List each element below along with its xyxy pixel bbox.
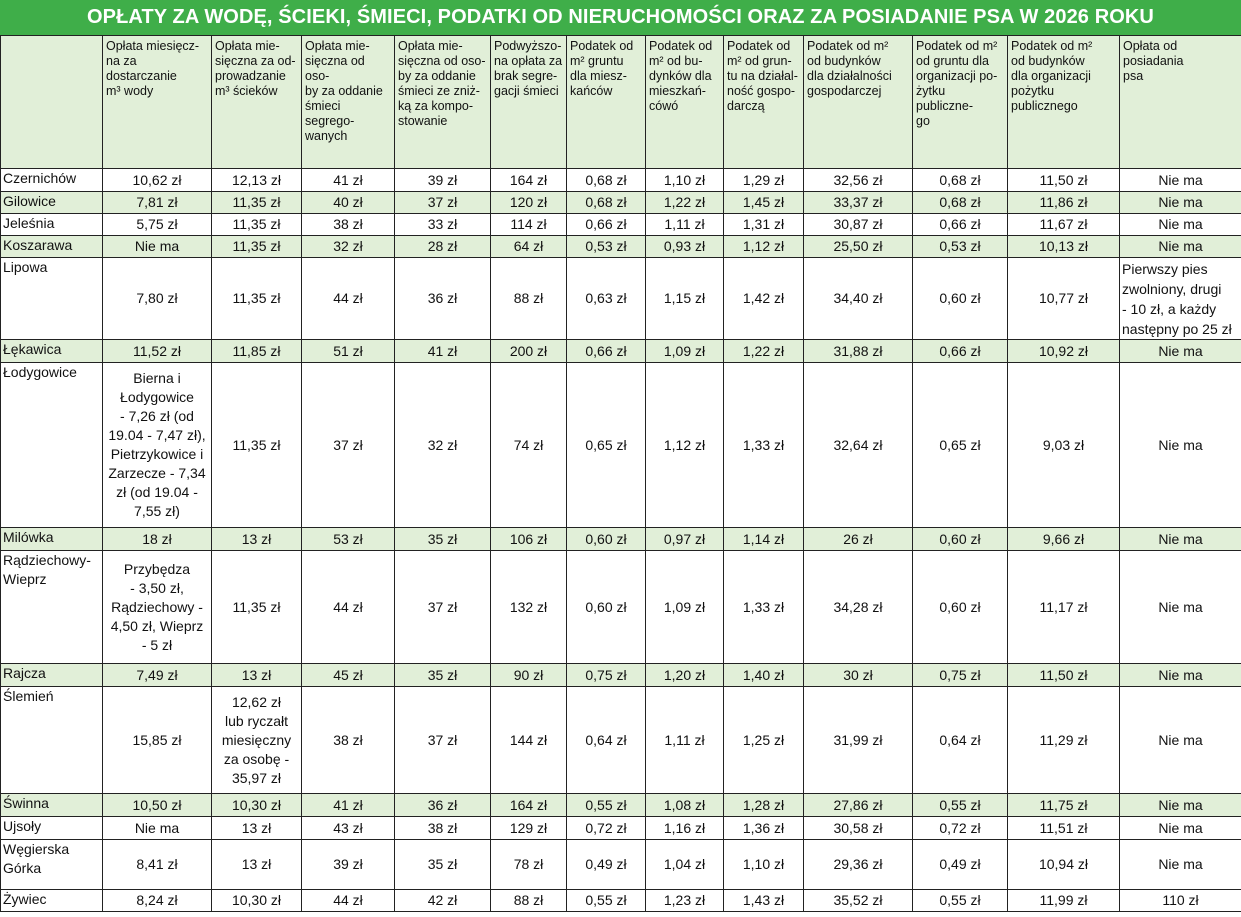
table-cell: 1,31 zł bbox=[724, 214, 804, 236]
municipality-name-cell: Lipowa bbox=[1, 258, 103, 340]
table-cell: 30 zł bbox=[804, 664, 913, 687]
table-cell: 11,35 zł bbox=[212, 258, 302, 340]
table-cell: 0,49 zł bbox=[567, 840, 646, 890]
table-cell: 0,60 zł bbox=[913, 551, 1008, 664]
table-cell: 1,25 zł bbox=[724, 687, 804, 794]
table-cell: 44 zł bbox=[302, 551, 395, 664]
table-cell: 53 zł bbox=[302, 528, 395, 551]
table-cell: 10,13 zł bbox=[1008, 236, 1120, 258]
table-cell: 35 zł bbox=[395, 664, 491, 687]
table-row bbox=[1, 363, 1241, 528]
table-cell: Nie ma bbox=[1120, 528, 1241, 551]
table-cell: 1,29 zł bbox=[724, 169, 804, 192]
table-cell: 11,75 zł bbox=[1008, 794, 1120, 817]
table-cell: 29,36 zł bbox=[804, 840, 913, 890]
table-cell: 8,24 zł bbox=[103, 890, 212, 912]
header-cell-land-tax-public-benefit: Podatek od m² od gruntu dla organizacji po- żytku publiczne- go bbox=[913, 36, 1008, 169]
header-cell-building-tax-residents: Podatek od m² od bu- dynków dla mieszkań- cówó bbox=[646, 36, 724, 169]
table-row bbox=[1, 664, 1241, 687]
table-cell: 44 zł bbox=[302, 890, 395, 912]
table-cell: 74 zł bbox=[491, 363, 567, 528]
table-cell: 0,66 zł bbox=[913, 340, 1008, 363]
table-cell: 32,56 zł bbox=[804, 169, 913, 192]
table-cell: Nie ma bbox=[103, 817, 212, 840]
table-cell: 0,68 zł bbox=[567, 169, 646, 192]
table-cell: 120 zł bbox=[491, 192, 567, 214]
municipality-name-cell: Rądziechowy- Wieprz bbox=[1, 551, 103, 664]
table-cell: 15,85 zł bbox=[103, 687, 212, 794]
table-cell: 5,75 zł bbox=[103, 214, 212, 236]
table-cell: 13 zł bbox=[212, 840, 302, 890]
table-cell: 114 zł bbox=[491, 214, 567, 236]
header-cell-building-tax-business: Podatek od m² od budynków dla działalności gospodarczej bbox=[804, 36, 913, 169]
table-row bbox=[1, 192, 1241, 214]
table-cell: Nie ma bbox=[1120, 840, 1241, 890]
table-cell: 1,40 zł bbox=[724, 664, 804, 687]
table-cell: 1,23 zł bbox=[646, 890, 724, 912]
table-cell: 13 zł bbox=[212, 664, 302, 687]
table-cell: 32 zł bbox=[395, 363, 491, 528]
table-cell: 0,66 zł bbox=[567, 340, 646, 363]
table-row bbox=[1, 258, 1241, 340]
table-cell: 43 zł bbox=[302, 817, 395, 840]
table-cell: 0,68 zł bbox=[567, 192, 646, 214]
table-cell: 11,29 zł bbox=[1008, 687, 1120, 794]
municipality-name-cell: Ślemień bbox=[1, 687, 103, 794]
table-cell: 11,35 zł bbox=[212, 192, 302, 214]
table-cell: 32 zł bbox=[302, 236, 395, 258]
table-cell: 11,35 zł bbox=[212, 363, 302, 528]
table-cell: 64 zł bbox=[491, 236, 567, 258]
table-cell: 38 zł bbox=[395, 817, 491, 840]
table-cell: 35,52 zł bbox=[804, 890, 913, 912]
table-cell: 1,11 zł bbox=[646, 214, 724, 236]
municipality-name-cell: Ujsoły bbox=[1, 817, 103, 840]
header-row bbox=[1, 36, 1241, 169]
table-cell: 0,68 zł bbox=[913, 192, 1008, 214]
table-cell: 1,28 zł bbox=[724, 794, 804, 817]
table-cell: 106 zł bbox=[491, 528, 567, 551]
table-cell: 41 zł bbox=[395, 340, 491, 363]
table-cell: 1,22 zł bbox=[646, 192, 724, 214]
table-cell: 10,30 zł bbox=[212, 794, 302, 817]
municipality-name-cell: Węgierska Górka bbox=[1, 840, 103, 890]
municipality-name-cell: Łękawica bbox=[1, 340, 103, 363]
table-cell: 36 zł bbox=[395, 258, 491, 340]
table-cell: 11,35 zł bbox=[212, 551, 302, 664]
table-cell: 35 zł bbox=[395, 528, 491, 551]
table-cell: 0,53 zł bbox=[913, 236, 1008, 258]
table-row bbox=[1, 169, 1241, 192]
table-cell: 25,50 zł bbox=[804, 236, 913, 258]
table-row bbox=[1, 687, 1241, 794]
municipality-name-cell: Żywiec bbox=[1, 890, 103, 912]
table-cell: 1,42 zł bbox=[724, 258, 804, 340]
table-cell: 45 zł bbox=[302, 664, 395, 687]
table-cell: 12,13 zł bbox=[212, 169, 302, 192]
table-cell: 0,72 zł bbox=[913, 817, 1008, 840]
header-cell-waste-no-segregation: Podwyższo- na opłata za brak segre- gacji śmieci bbox=[491, 36, 567, 169]
table-row bbox=[1, 236, 1241, 258]
table-cell: 88 zł bbox=[491, 258, 567, 340]
table-cell: 38 zł bbox=[302, 687, 395, 794]
table-cell: 1,22 zł bbox=[724, 340, 804, 363]
municipality-name-cell: Milówka bbox=[1, 528, 103, 551]
municipality-name-cell: Gilowice bbox=[1, 192, 103, 214]
table-cell: 1,09 zł bbox=[646, 340, 724, 363]
table-cell: 1,11 zł bbox=[646, 687, 724, 794]
table-cell: Nie ma bbox=[1120, 192, 1241, 214]
table-cell: 0,53 zł bbox=[567, 236, 646, 258]
table-cell: 40 zł bbox=[302, 192, 395, 214]
table-row bbox=[1, 794, 1241, 817]
table-cell: 1,08 zł bbox=[646, 794, 724, 817]
table-row bbox=[1, 890, 1241, 912]
table-cell: 0,65 zł bbox=[913, 363, 1008, 528]
table-cell: 1,14 zł bbox=[724, 528, 804, 551]
table-cell: 90 zł bbox=[491, 664, 567, 687]
table-row bbox=[1, 817, 1241, 840]
header-cell-water-fee: Opłata miesięcz- na za dostarczanie m³ wody bbox=[103, 36, 212, 169]
table-cell: 30,87 zł bbox=[804, 214, 913, 236]
table-cell: 132 zł bbox=[491, 551, 567, 664]
table-row bbox=[1, 528, 1241, 551]
table-cell: 11,50 zł bbox=[1008, 169, 1120, 192]
table-cell: 0,64 zł bbox=[913, 687, 1008, 794]
table-cell: 13 zł bbox=[212, 528, 302, 551]
table-cell: Nie ma bbox=[1120, 363, 1241, 528]
table-cell: 7,49 zł bbox=[103, 664, 212, 687]
fees-table bbox=[0, 35, 1241, 912]
table-cell: 13 zł bbox=[212, 817, 302, 840]
table-row bbox=[1, 214, 1241, 236]
table-cell: Nie ma bbox=[1120, 794, 1241, 817]
table-cell: 10,62 zł bbox=[103, 169, 212, 192]
table-cell: 110 zł bbox=[1120, 890, 1241, 912]
table-cell: 10,77 zł bbox=[1008, 258, 1120, 340]
table-cell: 31,99 zł bbox=[804, 687, 913, 794]
header-cell-building-tax-public-benefit: Podatek od m² od budynków dla organizacji pożytku publicznego bbox=[1008, 36, 1120, 169]
table-cell: 0,55 zł bbox=[913, 890, 1008, 912]
table-cell: 1,33 zł bbox=[724, 363, 804, 528]
table-cell: 0,75 zł bbox=[567, 664, 646, 687]
header-cell-waste-segregated: Opłata mie- sięczna od oso- by za oddanie śmieci segrego- wanych bbox=[302, 36, 395, 169]
table-cell: Nie ma bbox=[1120, 340, 1241, 363]
table-cell: 11,85 zł bbox=[212, 340, 302, 363]
table-cell: 88 zł bbox=[491, 890, 567, 912]
table-cell: 0,64 zł bbox=[567, 687, 646, 794]
table-cell: 0,60 zł bbox=[913, 258, 1008, 340]
table-cell: 10,92 zł bbox=[1008, 340, 1120, 363]
table-cell: 8,41 zł bbox=[103, 840, 212, 890]
table-cell: 10,30 zł bbox=[212, 890, 302, 912]
municipality-name-cell: Jeleśnia bbox=[1, 214, 103, 236]
table-cell: 11,51 zł bbox=[1008, 817, 1120, 840]
header-cell-dog-fee: Opłata od posiadania psa bbox=[1120, 36, 1241, 169]
table-cell: 39 zł bbox=[395, 169, 491, 192]
table-cell: 26 zł bbox=[804, 528, 913, 551]
table-cell: 37 zł bbox=[395, 551, 491, 664]
table-cell: 18 zł bbox=[103, 528, 212, 551]
table-cell: 1,12 zł bbox=[646, 363, 724, 528]
table-row bbox=[1, 840, 1241, 890]
table-cell: 28 zł bbox=[395, 236, 491, 258]
table-cell: 11,35 zł bbox=[212, 214, 302, 236]
table-cell: 44 zł bbox=[302, 258, 395, 340]
table-cell: Przybędza - 3,50 zł, Rądziechowy - 4,50 zł, Wieprz - 5 zł bbox=[103, 551, 212, 664]
table-cell: 1,16 zł bbox=[646, 817, 724, 840]
table-cell: 0,93 zł bbox=[646, 236, 724, 258]
municipality-name-cell: Koszarawa bbox=[1, 236, 103, 258]
header-cell-sewage-fee: Opłata mie- sięczna za od- prowadzanie m³ ścieków bbox=[212, 36, 302, 169]
table-cell: 31,88 zł bbox=[804, 340, 913, 363]
table-cell: 11,35 zł bbox=[212, 236, 302, 258]
table-cell: 0,68 zł bbox=[913, 169, 1008, 192]
table-cell: 1,43 zł bbox=[724, 890, 804, 912]
table-cell: Nie ma bbox=[1120, 664, 1241, 687]
table-cell: 1,04 zł bbox=[646, 840, 724, 890]
table-cell: Bierna i Łodygowice - 7,26 zł (od 19.04 - 7,47 zł), Pietrzykowice i Zarzecze - 7,34 zł (od 19.04 - 7,55 zł) bbox=[103, 363, 212, 528]
table-cell: 32,64 zł bbox=[804, 363, 913, 528]
table-cell: 38 zł bbox=[302, 214, 395, 236]
table-cell: 0,55 zł bbox=[913, 794, 1008, 817]
table-cell: 0,65 zł bbox=[567, 363, 646, 528]
table-cell: 9,66 zł bbox=[1008, 528, 1120, 551]
table-cell: 11,67 zł bbox=[1008, 214, 1120, 236]
table-cell: 0,66 zł bbox=[913, 214, 1008, 236]
table-cell: 1,12 zł bbox=[724, 236, 804, 258]
table-cell: Pierwszy pies zwolniony, drugi - 10 zł, a każdy następny po 25 zł bbox=[1120, 258, 1241, 340]
table-cell: 30,58 zł bbox=[804, 817, 913, 840]
table-cell: 27,86 zł bbox=[804, 794, 913, 817]
table-cell: 9,03 zł bbox=[1008, 363, 1120, 528]
table-cell: 11,99 zł bbox=[1008, 890, 1120, 912]
table-cell: 35 zł bbox=[395, 840, 491, 890]
table-cell: 10,50 zł bbox=[103, 794, 212, 817]
table-cell: 39 zł bbox=[302, 840, 395, 890]
table-cell: 78 zł bbox=[491, 840, 567, 890]
table-cell: 0,75 zł bbox=[913, 664, 1008, 687]
table-cell: 11,52 zł bbox=[103, 340, 212, 363]
table-cell: 200 zł bbox=[491, 340, 567, 363]
table-cell: 1,45 zł bbox=[724, 192, 804, 214]
table-cell: 0,72 zł bbox=[567, 817, 646, 840]
table-cell: 1,10 zł bbox=[646, 169, 724, 192]
table-cell: Nie ma bbox=[1120, 551, 1241, 664]
table-cell: 1,20 zł bbox=[646, 664, 724, 687]
table-cell: 11,86 zł bbox=[1008, 192, 1120, 214]
table-cell: Nie ma bbox=[1120, 214, 1241, 236]
table-cell: 144 zł bbox=[491, 687, 567, 794]
table-cell: 164 zł bbox=[491, 794, 567, 817]
municipality-name-cell: Rajcza bbox=[1, 664, 103, 687]
table-cell: 33 zł bbox=[395, 214, 491, 236]
municipality-name-cell: Świnna bbox=[1, 794, 103, 817]
table-cell: 164 zł bbox=[491, 169, 567, 192]
table-cell: 1,36 zł bbox=[724, 817, 804, 840]
table-cell: 37 zł bbox=[395, 192, 491, 214]
table-cell: 0,60 zł bbox=[567, 551, 646, 664]
table-cell: 41 zł bbox=[302, 794, 395, 817]
table-cell: Nie ma bbox=[103, 236, 212, 258]
table-cell: 1,10 zł bbox=[724, 840, 804, 890]
table-row bbox=[1, 340, 1241, 363]
table-cell: 11,17 zł bbox=[1008, 551, 1120, 664]
table-cell: 34,28 zł bbox=[804, 551, 913, 664]
table-cell: 37 zł bbox=[395, 687, 491, 794]
table-cell: 36 zł bbox=[395, 794, 491, 817]
header-cell-waste-compost: Opłata mie- sięczna od oso- by za oddanie śmieci ze zniż- ką za kompo- stowanie bbox=[395, 36, 491, 169]
table-cell: 51 zł bbox=[302, 340, 395, 363]
table-cell: 1,15 zł bbox=[646, 258, 724, 340]
header-cell-land-tax-residents: Podatek od m² gruntu dla miesz- kańców bbox=[567, 36, 646, 169]
table-cell: 10,94 zł bbox=[1008, 840, 1120, 890]
table-cell: 0,97 zł bbox=[646, 528, 724, 551]
table-cell: 33,37 zł bbox=[804, 192, 913, 214]
table-row bbox=[1, 551, 1241, 664]
table-title: OPŁATY ZA WODĘ, ŚCIEKI, ŚMIECI, PODATKI OD NIERUCHOMOŚCI ORAZ ZA POSIADANIE PSA W 2026 ROKU bbox=[0, 0, 1241, 35]
table-cell: 7,80 zł bbox=[103, 258, 212, 340]
table-cell: 0,60 zł bbox=[913, 528, 1008, 551]
table-cell: 37 zł bbox=[302, 363, 395, 528]
table-cell: 34,40 zł bbox=[804, 258, 913, 340]
table-cell: 1,33 zł bbox=[724, 551, 804, 664]
table-cell: 7,81 zł bbox=[103, 192, 212, 214]
table-cell: 11,50 zł bbox=[1008, 664, 1120, 687]
table-cell: 0,63 zł bbox=[567, 258, 646, 340]
header-cell-land-tax-business: Podatek od m² od grun- tu na działal- ność gospo- darczą bbox=[724, 36, 804, 169]
table-cell: 0,60 zł bbox=[567, 528, 646, 551]
table-cell: 0,55 zł bbox=[567, 890, 646, 912]
table-cell: 129 zł bbox=[491, 817, 567, 840]
header-cell-municipality bbox=[1, 36, 103, 169]
table-cell: Nie ma bbox=[1120, 236, 1241, 258]
table-cell: Nie ma bbox=[1120, 687, 1241, 794]
table-cell: 1,09 zł bbox=[646, 551, 724, 664]
table-cell: 0,49 zł bbox=[913, 840, 1008, 890]
table-cell: 12,62 zł lub ryczałt miesięczny za osobę - 35,97 zł bbox=[212, 687, 302, 794]
table-cell: 0,55 zł bbox=[567, 794, 646, 817]
table-cell: 41 zł bbox=[302, 169, 395, 192]
table-cell: Nie ma bbox=[1120, 169, 1241, 192]
municipality-name-cell: Łodygowice bbox=[1, 363, 103, 528]
table-cell: 0,66 zł bbox=[567, 214, 646, 236]
table-cell: Nie ma bbox=[1120, 817, 1241, 840]
municipality-name-cell: Czernichów bbox=[1, 169, 103, 192]
table-cell: 42 zł bbox=[395, 890, 491, 912]
